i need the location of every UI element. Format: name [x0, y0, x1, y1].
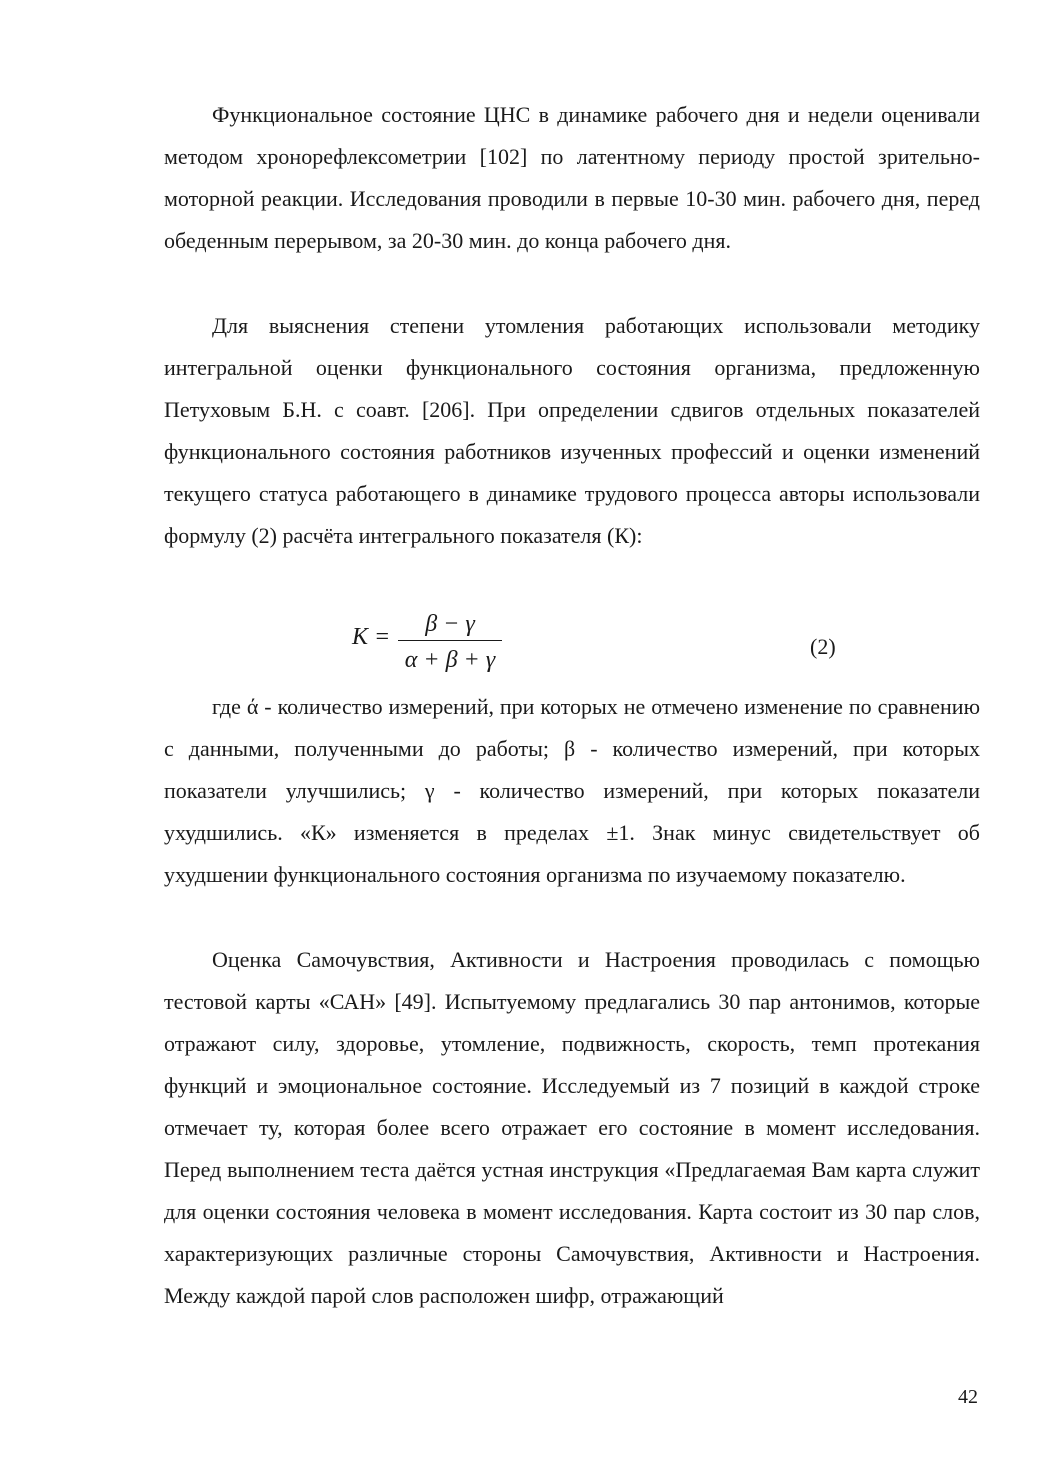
- paragraph-fatigue-method: Для выяснения степени утомления работающих использовали методику интегральной оценки функционального состояния организма, предложенную Петуховым Б.Н. с соавт. [206]. При определении сдвигов отдельных показателей функционального состояния работников изученных профессий и оценки изменений текущего статуса работающего в динамике трудового процесса авторы использовали формулу (2) расчёта интегрального показателя (К):: [164, 313, 980, 548]
- formula-numerator: β − γ: [425, 611, 475, 637]
- formula-fraction: [398, 608, 502, 677]
- paragraph-cns-state: Функциональное состояние ЦНС в динамике рабочего дня и недели оценивали методом хронорефлексометрии [102] по латентному периоду простой зрительно-моторной реакции. Исследования проводили в первые 10-30 мин. рабочего дня, перед обеденным перерывом, за 20-30 мин. до конца рабочего дня.: [164, 102, 980, 253]
- paragraph-san-test: Оценка Самочувствия, Активности и Настроения проводилась с помощью тестовой карты «САН» [49]. Испытуемому предлагались 30 пар антонимов, которые отражают силу, здоровье, утомление, подвижность, скорость, темп протекания функций и эмоциональное состояние. Исследуемый из 7 позиций в каждой строке отмечает ту, которая более всего отражает его состояние в момент исследования. Перед выполнением теста даётся устная инструкция «Предлагаемая Вам карта служит для оценки состояния человека в момент исследования. Карта состоит из 30 пар слов, характеризующих различные стороны Самочувствия, Активности и Настроения. Между каждой парой слов расположен шифр, отражающий: [164, 947, 980, 1308]
- page-number: 42: [958, 1386, 978, 1408]
- formula-lhs: K =: [352, 624, 391, 650]
- formula-denominator: α + β + γ: [404, 647, 496, 673]
- paragraph-formula-explanation: где ά - количество измерений, при которых не отмечено изменение по сравнению с данными, полученными до работы; β - количество измерений, при которых показатели улучшились; γ - количество измерений, при которых показатели ухудшились. «К» изменяется в пределах ±1. Знак минус свидетельствует об ухудшении функционального состояния организма по изучаемому показателю.: [164, 694, 980, 887]
- formula-number: (2): [810, 634, 836, 659]
